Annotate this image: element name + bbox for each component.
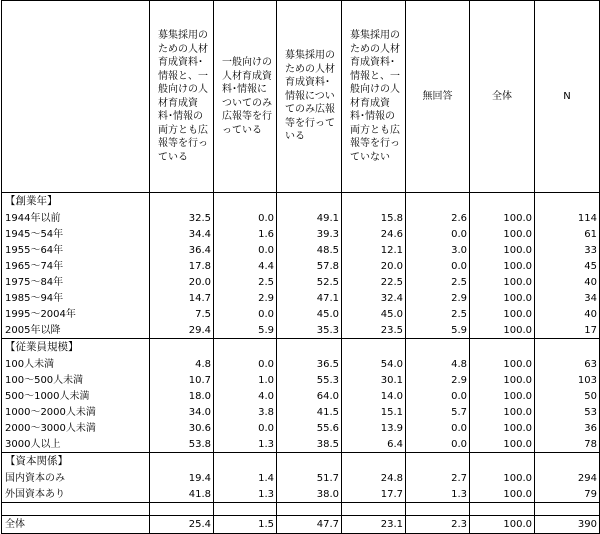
row-value: 49.1: [277, 210, 342, 226]
row-value: 0.0: [214, 210, 277, 226]
row-value: 294: [535, 470, 600, 486]
row-value: 1.0: [214, 372, 277, 388]
table-row: [2, 210, 600, 226]
row-value: 1.3: [214, 486, 277, 503]
empty-cell: [150, 503, 214, 516]
table-row: [2, 258, 600, 274]
row-value: 5.9: [406, 322, 470, 339]
row-value: 48.5: [277, 242, 342, 258]
row-value: 22.5: [342, 274, 406, 290]
row-value: 47.1: [277, 290, 342, 306]
empty-cell: [277, 339, 342, 357]
row-value: 100.0: [470, 486, 535, 503]
row-value: 100.0: [470, 356, 535, 372]
empty-cell: [535, 339, 600, 357]
header-row: [2, 1, 600, 193]
row-label: 100～500人未満: [2, 372, 150, 388]
section-title: 【資本関係】: [2, 453, 150, 471]
row-value: 5.7: [406, 404, 470, 420]
empty-cell: [150, 193, 214, 211]
section-title: 【創業年】: [2, 193, 150, 211]
row-value: 100.0: [470, 242, 535, 258]
row-value: 1.6: [214, 226, 277, 242]
empty-cell: [150, 453, 214, 471]
total-value: 23.1: [342, 516, 406, 534]
row-value: 100.0: [470, 404, 535, 420]
row-label: 国内資本のみ: [2, 470, 150, 486]
row-value: 32.4: [342, 290, 406, 306]
row-value: 17.8: [150, 258, 214, 274]
header-col4: 募集採用のための人材育成資料･情報と、一般向けの人材育成資料･情報の両方とも広報等を行っていない: [342, 1, 406, 193]
total-value: 390: [535, 516, 600, 534]
row-value: 100.0: [470, 274, 535, 290]
row-value: 2.5: [406, 274, 470, 290]
row-label: 外国資本あり: [2, 486, 150, 503]
row-value: 100.0: [470, 372, 535, 388]
row-value: 0.0: [406, 436, 470, 453]
row-value: 55.6: [277, 420, 342, 436]
row-value: 0.0: [406, 258, 470, 274]
survey-table: [1, 0, 600, 534]
header-col6: 全体: [470, 1, 535, 193]
row-value: 100.0: [470, 210, 535, 226]
row-value: 20.0: [150, 274, 214, 290]
section-header-row: [2, 453, 600, 471]
row-value: 5.9: [214, 322, 277, 339]
empty-cell: [277, 503, 342, 516]
row-value: 100.0: [470, 226, 535, 242]
row-label: 2005年以降: [2, 322, 150, 339]
row-value: 2.6: [406, 210, 470, 226]
empty-cell: [342, 453, 406, 471]
empty-cell: [406, 453, 470, 471]
empty-cell: [2, 503, 150, 516]
row-value: 0.0: [406, 226, 470, 242]
row-value: 1.4: [214, 470, 277, 486]
row-value: 45: [535, 258, 600, 274]
empty-cell: [470, 503, 535, 516]
row-value: 0.0: [214, 242, 277, 258]
header-blank: [2, 1, 150, 193]
empty-cell: [470, 339, 535, 357]
section-header-row: [2, 339, 600, 357]
empty-cell: [277, 193, 342, 211]
header-col2: 一般向けの人材育成資料･情報についてのみ広報等を行っている: [214, 1, 277, 193]
row-value: 100.0: [470, 388, 535, 404]
row-value: 7.5: [150, 306, 214, 322]
row-value: 103: [535, 372, 600, 388]
row-value: 54.0: [342, 356, 406, 372]
row-value: 2.9: [214, 290, 277, 306]
row-value: 53.8: [150, 436, 214, 453]
row-value: 100.0: [470, 290, 535, 306]
row-value: 78: [535, 436, 600, 453]
row-value: 63: [535, 356, 600, 372]
table-body: [2, 1, 600, 534]
row-value: 45.0: [277, 306, 342, 322]
row-value: 20.0: [342, 258, 406, 274]
row-label: 1955～64年: [2, 242, 150, 258]
total-value: 100.0: [470, 516, 535, 534]
empty-cell: [214, 453, 277, 471]
row-value: 53: [535, 404, 600, 420]
row-value: 0.0: [406, 420, 470, 436]
row-value: 2.9: [406, 290, 470, 306]
row-value: 4.8: [406, 356, 470, 372]
row-label: 100人未満: [2, 356, 150, 372]
row-value: 36.4: [150, 242, 214, 258]
header-col1: 募集採用のための人材育成資料･情報と、一般向けの人材育成資料･情報の両方とも広報等を行っている: [150, 1, 214, 193]
row-value: 34.0: [150, 404, 214, 420]
row-value: 0.0: [214, 306, 277, 322]
row-value: 33: [535, 242, 600, 258]
table-row: [2, 242, 600, 258]
row-value: 6.4: [342, 436, 406, 453]
total-row: [2, 516, 600, 534]
row-value: 64.0: [277, 388, 342, 404]
row-value: 38.0: [277, 486, 342, 503]
header-col7: N: [535, 1, 600, 193]
row-value: 2.9: [406, 372, 470, 388]
row-value: 17.7: [342, 486, 406, 503]
row-value: 0.0: [214, 356, 277, 372]
row-value: 19.4: [150, 470, 214, 486]
row-value: 24.6: [342, 226, 406, 242]
row-value: 100.0: [470, 322, 535, 339]
table-row: [2, 436, 600, 453]
row-value: 15.1: [342, 404, 406, 420]
row-value: 79: [535, 486, 600, 503]
row-value: 10.7: [150, 372, 214, 388]
total-value: 2.3: [406, 516, 470, 534]
row-value: 2.7: [406, 470, 470, 486]
total-value: 47.7: [277, 516, 342, 534]
row-value: 30.1: [342, 372, 406, 388]
empty-cell: [342, 503, 406, 516]
row-value: 32.5: [150, 210, 214, 226]
row-value: 0.0: [406, 388, 470, 404]
row-value: 17: [535, 322, 600, 339]
empty-cell: [214, 339, 277, 357]
empty-cell: [535, 193, 600, 211]
row-value: 18.0: [150, 388, 214, 404]
table-row: [2, 306, 600, 322]
row-value: 50: [535, 388, 600, 404]
row-value: 29.4: [150, 322, 214, 339]
table-row: [2, 274, 600, 290]
total-value: 1.5: [214, 516, 277, 534]
empty-cell: [406, 339, 470, 357]
row-value: 2.5: [214, 274, 277, 290]
table-row: [2, 388, 600, 404]
row-value: 52.5: [277, 274, 342, 290]
row-value: 40: [535, 306, 600, 322]
row-value: 15.8: [342, 210, 406, 226]
row-value: 45.0: [342, 306, 406, 322]
header-col3: 募集採用のための人材育成資料･情報についてのみ広報等を行っている: [277, 1, 342, 193]
row-value: 4.0: [214, 388, 277, 404]
row-value: 100.0: [470, 436, 535, 453]
row-value: 14.7: [150, 290, 214, 306]
table-row: [2, 322, 600, 339]
empty-cell: [214, 193, 277, 211]
row-value: 4.4: [214, 258, 277, 274]
row-value: 40: [535, 274, 600, 290]
row-value: 3.8: [214, 404, 277, 420]
empty-cell: [342, 339, 406, 357]
row-value: 41.8: [150, 486, 214, 503]
row-label: 1985～94年: [2, 290, 150, 306]
table-row: [2, 226, 600, 242]
row-value: 35.3: [277, 322, 342, 339]
row-label: 1945～54年: [2, 226, 150, 242]
empty-cell: [277, 453, 342, 471]
row-value: 34: [535, 290, 600, 306]
row-value: 23.5: [342, 322, 406, 339]
empty-cell: [214, 503, 277, 516]
spacer-row: [2, 503, 600, 516]
row-value: 1.3: [214, 436, 277, 453]
table-row: [2, 356, 600, 372]
empty-cell: [406, 193, 470, 211]
row-value: 36.5: [277, 356, 342, 372]
row-value: 2.5: [406, 306, 470, 322]
row-value: 14.0: [342, 388, 406, 404]
row-value: 61: [535, 226, 600, 242]
row-value: 13.9: [342, 420, 406, 436]
empty-cell: [535, 503, 600, 516]
row-value: 3.0: [406, 242, 470, 258]
row-value: 38.5: [277, 436, 342, 453]
row-value: 39.3: [277, 226, 342, 242]
row-value: 55.3: [277, 372, 342, 388]
row-value: 4.8: [150, 356, 214, 372]
empty-cell: [342, 193, 406, 211]
empty-cell: [150, 339, 214, 357]
empty-cell: [470, 453, 535, 471]
row-label: 3000人以上: [2, 436, 150, 453]
row-value: 12.1: [342, 242, 406, 258]
row-value: 100.0: [470, 470, 535, 486]
row-value: 30.6: [150, 420, 214, 436]
row-label: 1995～2004年: [2, 306, 150, 322]
empty-cell: [406, 503, 470, 516]
row-value: 100.0: [470, 420, 535, 436]
row-label: 1944年以前: [2, 210, 150, 226]
empty-cell: [535, 453, 600, 471]
total-value: 25.4: [150, 516, 214, 534]
table-row: [2, 420, 600, 436]
row-value: 24.8: [342, 470, 406, 486]
empty-cell: [470, 193, 535, 211]
row-label: 1965～74年: [2, 258, 150, 274]
row-value: 100.0: [470, 306, 535, 322]
row-value: 36: [535, 420, 600, 436]
row-label: 1000～2000人未満: [2, 404, 150, 420]
row-value: 0.0: [214, 420, 277, 436]
header-col5: 無回答: [406, 1, 470, 193]
row-value: 1.3: [406, 486, 470, 503]
total-label: 全体: [2, 516, 150, 534]
row-value: 57.8: [277, 258, 342, 274]
row-value: 34.4: [150, 226, 214, 242]
row-label: 500～1000人未満: [2, 388, 150, 404]
row-value: 114: [535, 210, 600, 226]
table-row: [2, 486, 600, 503]
row-label: 1975～84年: [2, 274, 150, 290]
table-row: [2, 372, 600, 388]
table-row: [2, 290, 600, 306]
section-header-row: [2, 193, 600, 211]
table-row: [2, 470, 600, 486]
table-row: [2, 404, 600, 420]
row-value: 100.0: [470, 258, 535, 274]
row-value: 41.5: [277, 404, 342, 420]
section-title: 【従業員規模】: [2, 339, 150, 357]
row-label: 2000～3000人未満: [2, 420, 150, 436]
row-value: 51.7: [277, 470, 342, 486]
